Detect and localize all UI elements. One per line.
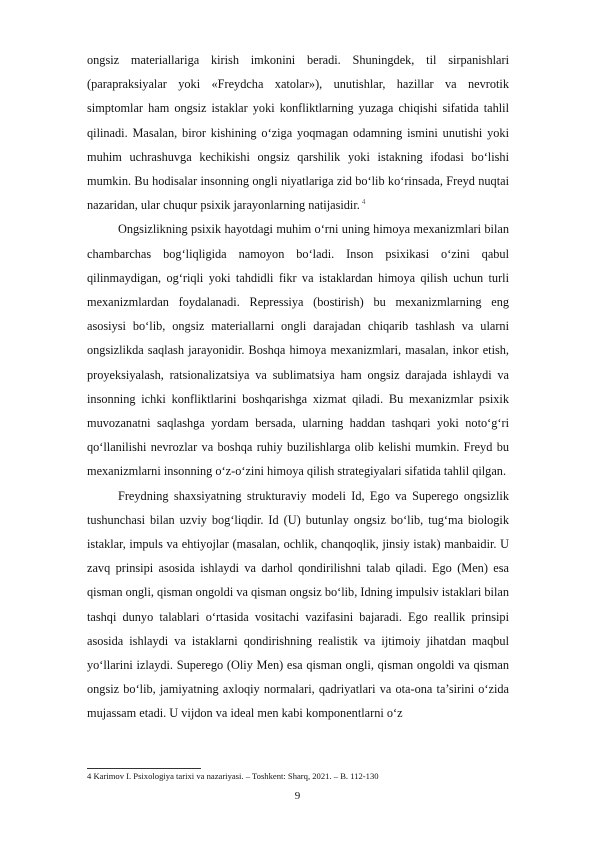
paragraph-3: Freydning shaxsiyatning strukturaviy modeli Id, Ego va Superego ongsizlik tushunchasi bilan uzviy bog‘liqdir. Id (U) butunlay ongsiz bo‘lib, tug‘ma biologik istaklar, impuls va ehtiyojlar (masalan, ochlik, chanqoqlik, jinsiy istak) manbaidir. U zavq prinsipi asosida ishlaydi va darhol qondirilishni talab qiladi. Ego (Men) esa qisman ongli, qisman ongoldi va qisman ongsiz bo‘lib, Idning impulsiv istaklari bilan tashqi dunyo talablari o‘rtasida vositachi vazifasini bajaradi. Ego reallik prinsipi asosida ishlaydi va istaklarni qondirishning realistik va ijtimoiy jihatdan maqbul yo‘llarini izlaydi. Superego (Oliy Men) esa qisman ongli, qisman ongoldi va qisman ongsiz bo‘lib, jamiyatning axloqiy normalari, qadriyatlari va ota-ona ta’sirini o‘zida mujassam etadi. U vijdon va ideal men kabi komponentlarni o‘z: [87, 488, 509, 721]
paragraph-1-text: ongsiz materiallariga kirish imkonini beradi. Shuningdek, til sirpanishlari (parapraksiyalar yoki «Freydcha xatolar»), unutishlar, hazillar va nevrotik simptomlar ham ongsiz istaklar yoki konfliktlarning yuzaga chiqishi sifatida tahlil qilinadi. Masalan, biror kishining o‘ziga yoqmagan odamning ismini unutishi yoki muhim uchrashuvga kechikishi ongsiz qarshilik yoki istakning ifodasi bo‘lishi mumkin. Bu hodisalar insonning ongli niyatlariga zid bo‘lib ko‘rinsada, Freyd nuqtai nazaridan, ular chuqur psixik jarayonlarning natijasidir.: [87, 53, 509, 213]
body-text: [87, 48, 509, 726]
footnote-marker: 4: [361, 198, 366, 207]
paragraph-1: [87, 48, 509, 217]
page-number: 9: [294, 790, 301, 802]
footnote-divider: [87, 768, 201, 769]
paragraph-2: Ongsizlikning psixik hayotdagi muhim o‘rni uning himoya mexanizmlari bilan chambarchas bog‘liqligida namoyon bo‘ladi. Inson psixikasi o‘zini qabul qilinmaydigan, og‘riqli yoki tahdidli fikr va istaklardan himoya qilish uchun turli mexanizmlardan foydalanadi. Repressiya (bostirish) bu mexanizmlarning eng asosiysi bo‘lib, ongsiz materiallarni ongli darajadan chiqarib tashlash va ularni ongsizlikda saqlash jarayonidir. Boshqa himoya mexanizmlari, masalan, inkor etish, proyeksiyalash, ratsionalizatsiya va sublimatsiya ham ongsiz darajada ishlaydi va insonning ichki konfliktlarini boshqarishga xizmat qiladi. Bu mexanizmlar psixik muvozanatni saqlashga yordam bersada, ularning haddan tashqari yoki noto‘g‘ri qo‘llanilishi nevrozlar va boshqa ruhiy buzilishlarga olib kelishi mumkin. Freyd bu mexanizmlarni insonning o‘z-o‘zini himoya qilish strategiyalari sifatida tahlil qilgan.: [87, 222, 509, 479]
footnote: 4 Karimov I. Psixologiya tarixi va nazariyasi. – Toshkent: Sharq, 2021. – B. 112-130: [87, 771, 379, 781]
